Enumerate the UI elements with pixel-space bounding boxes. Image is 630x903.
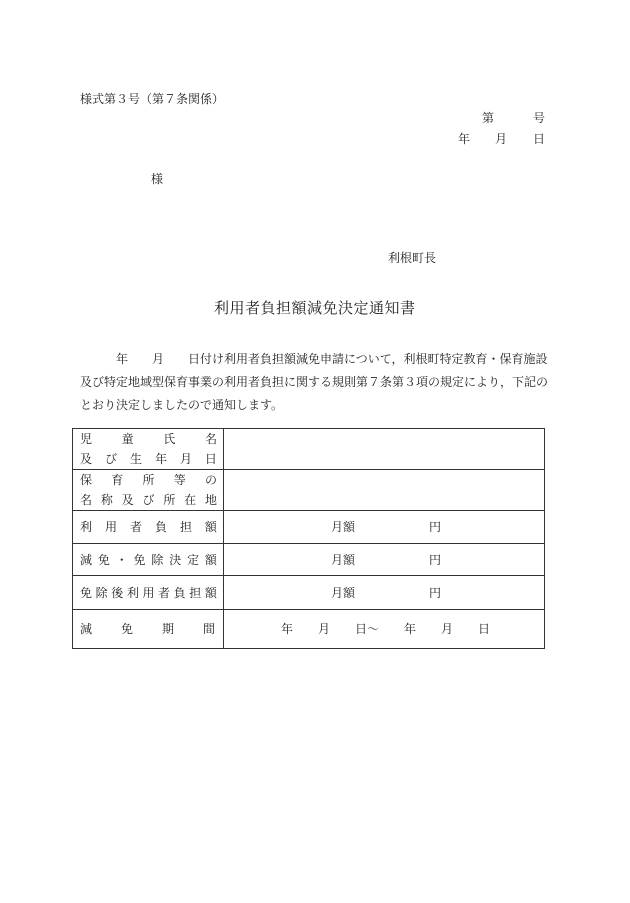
monthly-label: 月額: [331, 553, 356, 567]
table-row: [73, 544, 545, 576]
reduction-amount-value[interactable]: [224, 544, 545, 576]
table-row: [73, 576, 545, 610]
doc-number-suffix: 号: [533, 111, 546, 125]
body-line-3: とおり決定しましたので通知します。: [80, 398, 284, 412]
monthly-label: 月額: [331, 586, 356, 600]
row-label-child-name: [73, 429, 224, 470]
recipient-honorific: 様: [151, 172, 164, 186]
facility-value[interactable]: [224, 470, 545, 511]
date-day: 日: [533, 132, 546, 146]
body-year: 年: [116, 352, 129, 366]
period-start-month: 月: [318, 622, 331, 636]
body-month: 月: [152, 352, 165, 366]
monthly-label: 月額: [331, 520, 356, 534]
period-value[interactable]: [224, 610, 545, 649]
row-label-period: [73, 610, 224, 649]
period-end-year: 年: [404, 622, 417, 636]
period-start-year: 年: [281, 622, 294, 636]
row-label-reduction-amount: [73, 544, 224, 576]
doc-number-prefix: 第: [482, 111, 495, 125]
label-line: 名 称 及 び 所 在 地: [80, 493, 217, 507]
label-line: 及 び 生 年 月 日: [80, 452, 217, 466]
user-burden-value[interactable]: [224, 511, 545, 544]
label-line: 減 免 期 間: [80, 622, 215, 636]
table-row: [73, 511, 545, 544]
child-name-value[interactable]: [224, 429, 545, 470]
row-label-facility: [73, 470, 224, 511]
row-label-after-exemption: [73, 576, 224, 610]
body-paragraph: [80, 348, 550, 417]
label-line: 児 童 氏 名: [80, 432, 217, 446]
date-month: 月: [495, 132, 508, 146]
period-end-day: 日: [478, 622, 491, 636]
decision-table: [72, 428, 545, 649]
label-line: 保 育 所 等 の: [80, 473, 217, 487]
period-end-month: 月: [441, 622, 454, 636]
form-number: 様式第３号（第７条関係）: [80, 92, 225, 106]
table-row: [73, 429, 545, 470]
label-line: 減 免 ・ 免 除 決 定 額: [80, 552, 217, 567]
body-line-2: 及び特定地域型保育事業の利用者負担に関する規則第７条第３項の規定により，下記の: [80, 375, 549, 389]
label-line: 利 用 者 負 担 額: [80, 520, 217, 534]
table-row: [73, 470, 545, 511]
row-label-user-burden: [73, 511, 224, 544]
yen-unit: 円: [429, 553, 442, 567]
table-row: [73, 610, 545, 649]
yen-unit: 円: [429, 586, 442, 600]
body-line-1-text: 日付け利用者負担額減免申請について，利根町特定教育・保育施設: [188, 352, 548, 366]
issuer-title: 利根町長: [388, 251, 437, 265]
body-line-1: [80, 348, 550, 371]
label-line: 免 除 後 利 用 者 負 担 額: [80, 585, 217, 600]
yen-unit: 円: [429, 520, 442, 534]
after-exemption-value[interactable]: [224, 576, 545, 610]
date-year: 年: [458, 132, 471, 146]
document-title: 利用者負担額減免決定通知書: [214, 299, 416, 317]
period-start-day: 日～: [355, 622, 380, 636]
